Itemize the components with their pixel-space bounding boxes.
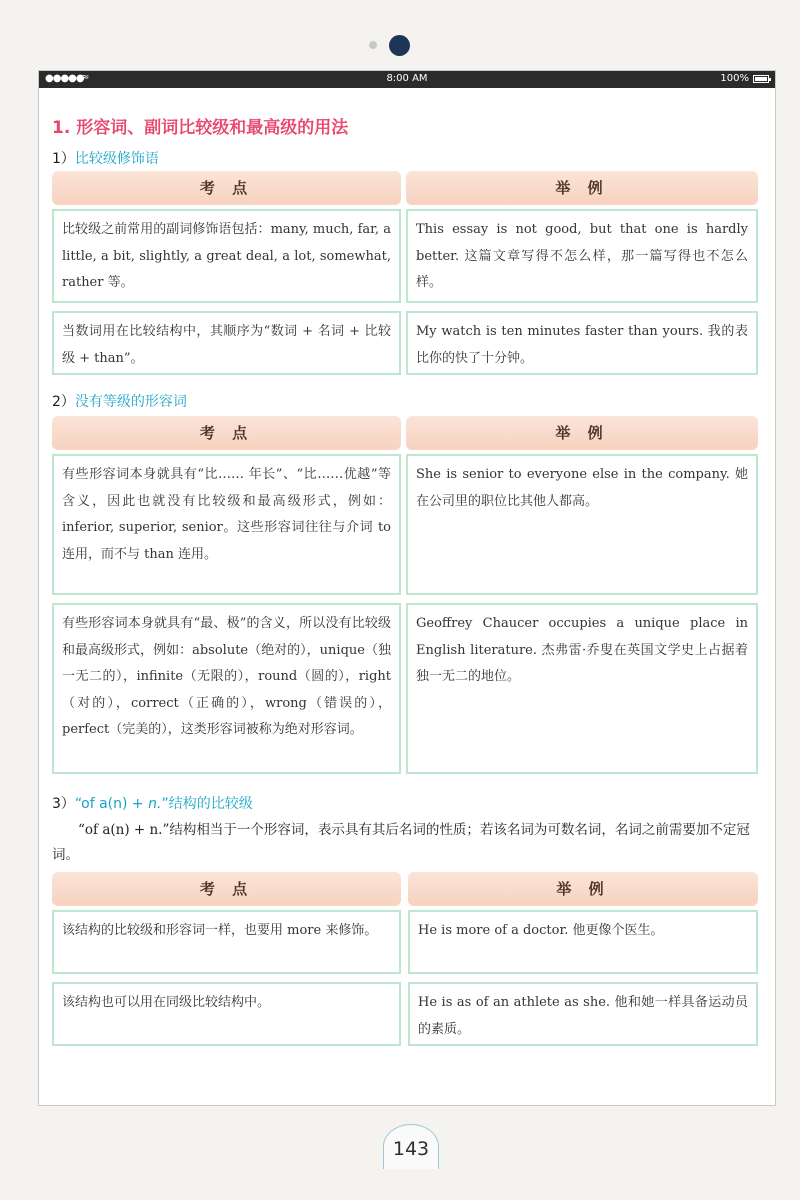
table-cell-example: She is senior to everyone else in the company. 她在公司里的职位比其他人都高。 — [406, 454, 758, 595]
section-3-heading — [52, 793, 253, 813]
section-2-number: 2） — [52, 394, 75, 410]
camera-lens — [389, 35, 410, 56]
table-cell-example: He is more of a doctor. 他更像个医生。 — [408, 910, 758, 974]
table-cell-point: 比较级之前常用的副词修饰语包括：many, much, far, a little, a bit, slightly, a great deal, a lot, somewhat, rather 等。 — [52, 209, 401, 303]
table-cell-example: My watch is ten minutes faster than yours. 我的表比你的快了十分钟。 — [406, 311, 758, 375]
sensor-dot — [369, 41, 377, 49]
battery-percent: 100% — [720, 73, 749, 84]
section-1-number: 1） — [52, 151, 75, 167]
tablet-screen — [38, 70, 776, 1106]
signal-icon: ●●●●● — [45, 73, 84, 84]
table-cell-point: 有些形容词本身就具有“比…… 年长”、“比……优越”等含义，因此也就没有比较级和最高级形式，例如：inferior, superior, senior。这些形容词往往与介词 to 连用，而不与 than 连用。 — [52, 454, 401, 595]
device-camera-area — [0, 0, 800, 70]
col-header-example: 举 例 — [406, 171, 758, 205]
col-header-point: 考 点 — [52, 416, 401, 450]
section-3-title-a: “of a(n) + — [74, 796, 149, 812]
section-2-heading — [52, 391, 187, 411]
table-cell-point: 有些形容词本身就具有“最、极”的含义，所以没有比较级和最高级形式，例如：absolute（绝对的），unique（独一无二的），infinite（无限的），round（圆的），right（对的），correct（正确的），wrong（错误的），perfect（完美的），这类形容词被称为绝对形容词。 — [52, 603, 401, 774]
section-2-title: 没有等级的形容词 — [74, 394, 187, 410]
col-header-example: 举 例 — [406, 416, 758, 450]
page-title: 1. 形容词、副词比较级和最高级的用法 — [52, 118, 349, 138]
section-3-number: 3） — [52, 796, 75, 812]
col-header-example: 举 例 — [408, 872, 758, 906]
section-1-heading — [52, 148, 159, 168]
section-3-title-b: n. — [148, 796, 162, 812]
table-cell-point: 该结构的比较级和形容词一样，也要用 more 来修饰。 — [52, 910, 401, 974]
wifi-icon: ≈ — [81, 72, 90, 83]
battery-icon — [753, 75, 769, 83]
section-1-title: 比较级修饰语 — [74, 151, 159, 167]
section-3-title-c: ”结构的比较级 — [161, 796, 253, 812]
table-cell-example: This essay is not good, but that one is hardly better. 这篇文章写得不怎么样，那一篇写得也不怎么样。 — [406, 209, 758, 303]
section-3-paragraph: “of a(n) + n.”结构相当于一个形容词，表示具有其后名词的性质；若该名词为可数名词，名词之前需要加不定冠词。 — [52, 822, 750, 863]
col-header-point: 考 点 — [52, 171, 401, 205]
status-time: 8:00 AM — [386, 73, 428, 84]
table-cell-example: He is as of an athlete as she. 他和她一样具备运动员的素质。 — [408, 982, 758, 1046]
table-cell-point: 该结构也可以用在同级比较结构中。 — [52, 982, 401, 1046]
page-number: 143 — [383, 1124, 439, 1169]
table-cell-example: Geoffrey Chaucer occupies a unique place in English literature. 杰弗雷·乔叟在英国文学史上占据着独一无二的地位。 — [406, 603, 758, 774]
status-bar — [39, 71, 775, 88]
col-header-point: 考 点 — [52, 872, 401, 906]
table-cell-point: 当数词用在比较结构中，其顺序为“数词 + 名词 + 比较级 + than”。 — [52, 311, 401, 375]
